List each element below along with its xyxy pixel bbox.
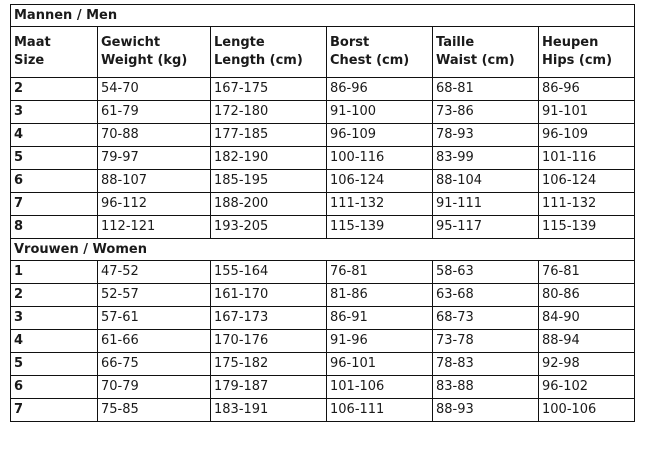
length-cell: 167-173 bbox=[211, 307, 327, 330]
hips-cell: 106-124 bbox=[539, 170, 635, 193]
chest-cell: 91-96 bbox=[327, 330, 433, 353]
header-chest bbox=[327, 27, 433, 78]
weight-cell: 61-66 bbox=[98, 330, 211, 353]
weight-cell: 70-79 bbox=[98, 376, 211, 399]
header-row bbox=[11, 27, 635, 78]
men-row bbox=[11, 147, 635, 170]
waist-cell: 68-81 bbox=[433, 78, 539, 101]
waist-cell: 78-83 bbox=[433, 353, 539, 376]
waist-cell: 73-86 bbox=[433, 101, 539, 124]
hips-cell: 96-102 bbox=[539, 376, 635, 399]
waist-cell: 88-104 bbox=[433, 170, 539, 193]
header-chest-nl: Borst bbox=[330, 35, 370, 50]
chest-cell: 106-124 bbox=[327, 170, 433, 193]
hips-cell: 86-96 bbox=[539, 78, 635, 101]
size-cell: 4 bbox=[11, 330, 98, 353]
women-row bbox=[11, 330, 635, 353]
size-cell: 3 bbox=[11, 101, 98, 124]
hips-cell: 76-81 bbox=[539, 261, 635, 284]
size-cell: 4 bbox=[11, 124, 98, 147]
hips-cell: 91-101 bbox=[539, 101, 635, 124]
size-cell: 6 bbox=[11, 376, 98, 399]
length-cell: 185-195 bbox=[211, 170, 327, 193]
length-cell: 183-191 bbox=[211, 399, 327, 422]
men-row bbox=[11, 193, 635, 216]
men-section-title: Mannen / Men bbox=[11, 5, 635, 27]
waist-cell: 83-99 bbox=[433, 147, 539, 170]
waist-cell: 63-68 bbox=[433, 284, 539, 307]
hips-cell: 92-98 bbox=[539, 353, 635, 376]
length-cell: 172-180 bbox=[211, 101, 327, 124]
size-cell: 7 bbox=[11, 193, 98, 216]
header-size-nl: Maat bbox=[14, 35, 51, 50]
header-waist bbox=[433, 27, 539, 78]
length-cell: 193-205 bbox=[211, 216, 327, 239]
header-weight-en: Weight (kg) bbox=[101, 53, 188, 68]
chest-cell: 111-132 bbox=[327, 193, 433, 216]
header-length bbox=[211, 27, 327, 78]
header-weight-nl: Gewicht bbox=[101, 35, 161, 50]
weight-cell: 47-52 bbox=[98, 261, 211, 284]
chest-cell: 76-81 bbox=[327, 261, 433, 284]
chest-cell: 86-96 bbox=[327, 78, 433, 101]
size-cell: 2 bbox=[11, 284, 98, 307]
weight-cell: 61-79 bbox=[98, 101, 211, 124]
size-chart bbox=[10, 4, 635, 422]
waist-cell: 73-78 bbox=[433, 330, 539, 353]
chest-cell: 101-106 bbox=[327, 376, 433, 399]
chest-cell: 106-111 bbox=[327, 399, 433, 422]
weight-cell: 52-57 bbox=[98, 284, 211, 307]
weight-cell: 57-61 bbox=[98, 307, 211, 330]
header-hips-nl: Heupen bbox=[542, 35, 599, 50]
hips-cell: 80-86 bbox=[539, 284, 635, 307]
chest-cell: 96-109 bbox=[327, 124, 433, 147]
header-weight bbox=[98, 27, 211, 78]
hips-cell: 115-139 bbox=[539, 216, 635, 239]
waist-cell: 78-93 bbox=[433, 124, 539, 147]
length-cell: 177-185 bbox=[211, 124, 327, 147]
hips-cell: 111-132 bbox=[539, 193, 635, 216]
header-chest-en: Chest (cm) bbox=[330, 53, 410, 68]
women-row bbox=[11, 376, 635, 399]
women-row bbox=[11, 353, 635, 376]
weight-cell: 96-112 bbox=[98, 193, 211, 216]
length-cell: 155-164 bbox=[211, 261, 327, 284]
size-cell: 5 bbox=[11, 147, 98, 170]
header-hips-en: Hips (cm) bbox=[542, 53, 613, 68]
chest-cell: 91-100 bbox=[327, 101, 433, 124]
size-table bbox=[10, 4, 635, 422]
women-row bbox=[11, 284, 635, 307]
size-cell: 5 bbox=[11, 353, 98, 376]
weight-cell: 54-70 bbox=[98, 78, 211, 101]
women-row bbox=[11, 399, 635, 422]
size-cell: 6 bbox=[11, 170, 98, 193]
women-section-row bbox=[11, 239, 635, 261]
header-waist-nl: Taille bbox=[436, 35, 475, 50]
waist-cell: 95-117 bbox=[433, 216, 539, 239]
weight-cell: 88-107 bbox=[98, 170, 211, 193]
women-section-title: Vrouwen / Women bbox=[11, 239, 635, 261]
waist-cell: 68-73 bbox=[433, 307, 539, 330]
header-waist-en: Waist (cm) bbox=[436, 53, 515, 68]
waist-cell: 83-88 bbox=[433, 376, 539, 399]
size-cell: 8 bbox=[11, 216, 98, 239]
men-row bbox=[11, 170, 635, 193]
men-row bbox=[11, 216, 635, 239]
women-row bbox=[11, 307, 635, 330]
chest-cell: 81-86 bbox=[327, 284, 433, 307]
men-row bbox=[11, 78, 635, 101]
weight-cell: 79-97 bbox=[98, 147, 211, 170]
women-row bbox=[11, 261, 635, 284]
length-cell: 182-190 bbox=[211, 147, 327, 170]
header-length-en: Length (cm) bbox=[214, 53, 303, 68]
hips-cell: 100-106 bbox=[539, 399, 635, 422]
men-section-row bbox=[11, 5, 635, 27]
size-cell: 3 bbox=[11, 307, 98, 330]
hips-cell: 96-109 bbox=[539, 124, 635, 147]
length-cell: 161-170 bbox=[211, 284, 327, 307]
hips-cell: 88-94 bbox=[539, 330, 635, 353]
hips-cell: 84-90 bbox=[539, 307, 635, 330]
weight-cell: 112-121 bbox=[98, 216, 211, 239]
length-cell: 167-175 bbox=[211, 78, 327, 101]
size-cell: 2 bbox=[11, 78, 98, 101]
hips-cell: 101-116 bbox=[539, 147, 635, 170]
length-cell: 175-182 bbox=[211, 353, 327, 376]
length-cell: 170-176 bbox=[211, 330, 327, 353]
weight-cell: 75-85 bbox=[98, 399, 211, 422]
men-row bbox=[11, 124, 635, 147]
header-size bbox=[11, 27, 98, 78]
chest-cell: 96-101 bbox=[327, 353, 433, 376]
length-cell: 188-200 bbox=[211, 193, 327, 216]
size-cell: 7 bbox=[11, 399, 98, 422]
waist-cell: 88-93 bbox=[433, 399, 539, 422]
weight-cell: 66-75 bbox=[98, 353, 211, 376]
chest-cell: 115-139 bbox=[327, 216, 433, 239]
length-cell: 179-187 bbox=[211, 376, 327, 399]
header-size-en: Size bbox=[14, 53, 45, 68]
waist-cell: 91-111 bbox=[433, 193, 539, 216]
men-row bbox=[11, 101, 635, 124]
chest-cell: 86-91 bbox=[327, 307, 433, 330]
weight-cell: 70-88 bbox=[98, 124, 211, 147]
header-length-nl: Lengte bbox=[214, 35, 265, 50]
header-hips bbox=[539, 27, 635, 78]
size-cell: 1 bbox=[11, 261, 98, 284]
waist-cell: 58-63 bbox=[433, 261, 539, 284]
chest-cell: 100-116 bbox=[327, 147, 433, 170]
